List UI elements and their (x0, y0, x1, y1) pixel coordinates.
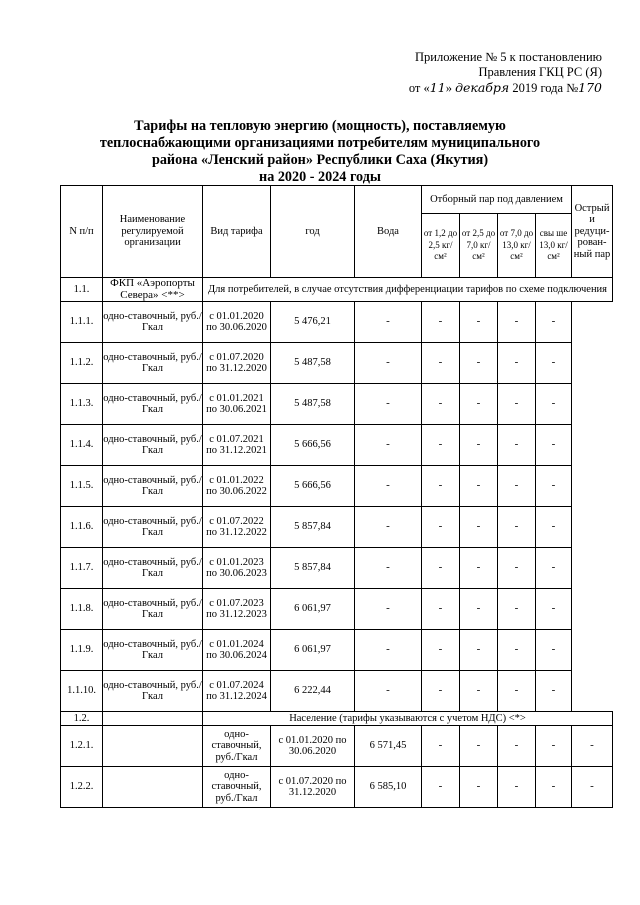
title-line-1: Тарифы на тепловую энергию (мощность), поставляемую (134, 118, 506, 134)
pressure-2-value: - (422, 343, 460, 384)
row-num: 1.2.2. (61, 767, 103, 808)
water-value: 5 487,58 (271, 384, 355, 425)
title-line-4: на 2020 - 2024 годы (259, 169, 381, 185)
appendix-line-1: Приложение № 5 к постановлению (415, 50, 602, 64)
pressure-4-value: - (536, 767, 572, 808)
pressure-2-value: - (422, 589, 460, 630)
pressure-4-value: - (498, 630, 536, 671)
pressure-1-value: - (422, 767, 460, 808)
water-value: 5 857,84 (271, 507, 355, 548)
pressure-1-value: - (355, 302, 422, 343)
tariff-period: с 01.07.2020 по 31.12.2020 (271, 767, 355, 808)
tariff-type: одно-ставочный, руб./Гкал (103, 466, 203, 507)
tariff-period: с 01.07.2022 по 31.12.2022 (203, 507, 271, 548)
pressure-2-value: - (460, 767, 498, 808)
table-row (61, 466, 613, 507)
row-num: 1.1.4. (61, 425, 103, 466)
sharp-steam-value: - (536, 466, 572, 507)
appendix-line-2: Правления ГКЦ РС (Я) (478, 65, 602, 79)
document-title (70, 118, 570, 186)
water-value: 5 487,58 (271, 343, 355, 384)
pressure-4-value: - (498, 343, 536, 384)
pressure-1-value: - (355, 589, 422, 630)
tariff-period: с 01.07.2021 по 31.12.2021 (203, 425, 271, 466)
col-header-steam: Отборный пар под давлением (422, 186, 572, 214)
row-num: 1.1.10. (61, 671, 103, 712)
header-row-1 (61, 186, 613, 214)
pressure-2-value: - (422, 671, 460, 712)
table-row (61, 302, 613, 343)
tariff-type: одно-ставочный, руб./Гкал (103, 589, 203, 630)
row-num: 1.1.1. (61, 302, 103, 343)
sharp-steam-value: - (536, 548, 572, 589)
col-header-p2: от 2,5 до 7,0 кг/ см² (460, 214, 498, 278)
pressure-2-value: - (422, 507, 460, 548)
sharp-steam-value: - (572, 726, 613, 767)
org-cell-empty (103, 767, 203, 808)
sharp-steam-value: - (536, 507, 572, 548)
tariff-type: одно-ставочный, руб./Гкал (103, 425, 203, 466)
water-value: 5 857,84 (271, 548, 355, 589)
water-value: 6 585,10 (355, 767, 422, 808)
sharp-steam-value: - (536, 630, 572, 671)
tariff-type: одно-ставочный, руб./Гкал (203, 726, 271, 767)
pressure-1-value: - (355, 425, 422, 466)
section-row-1 (61, 278, 613, 302)
pressure-4-value: - (498, 466, 536, 507)
tariff-type: одно-ставочный, руб./Гкал (103, 507, 203, 548)
table-row (61, 507, 613, 548)
section-num: 1.2. (61, 712, 103, 726)
water-value: 6 061,97 (271, 589, 355, 630)
section-num: 1.1. (61, 278, 103, 302)
pressure-4-value: - (498, 507, 536, 548)
pressure-4-value: - (498, 302, 536, 343)
title-line-3: района «Ленский район» Республики Саха (Якутия) (151, 152, 489, 168)
pressure-3-value: - (460, 589, 498, 630)
sharp-steam-value: - (536, 384, 572, 425)
table-row (61, 671, 613, 712)
row-num: 1.1.6. (61, 507, 103, 548)
pressure-2-value: - (460, 726, 498, 767)
section-title: Для потребителей, в случае отсутствия дифференциации тарифов по схеме подключения (203, 278, 613, 302)
pressure-4-value: - (498, 425, 536, 466)
pressure-4-value: - (498, 671, 536, 712)
col-header-p3: от 7,0 до 13,0 кг/ см² (498, 214, 536, 278)
pressure-2-value: - (422, 302, 460, 343)
pressure-3-value: - (460, 425, 498, 466)
water-value: 6 222,44 (271, 671, 355, 712)
col-header-sharp: Острый и редуци-рован-ный пар (572, 186, 613, 278)
sharp-steam-value: - (536, 343, 572, 384)
pressure-1-value: - (355, 630, 422, 671)
pressure-3-value: - (460, 302, 498, 343)
col-header-p4: свы ше 13,0 кг/ см² (536, 214, 572, 278)
row-num: 1.1.3. (61, 384, 103, 425)
row-num: 1.1.5. (61, 466, 103, 507)
table-row (61, 425, 613, 466)
pressure-1-value: - (355, 507, 422, 548)
table-row (61, 589, 613, 630)
tariff-type: одно-ставочный, руб./Гкал (103, 671, 203, 712)
col-header-p1: от 1,2 до 2,5 кг/ см² (422, 214, 460, 278)
table-row (61, 548, 613, 589)
tariff-period: с 01.07.2023 по 31.12.2023 (203, 589, 271, 630)
water-value: 6 571,45 (355, 726, 422, 767)
pressure-3-value: - (460, 507, 498, 548)
pressure-2-value: - (422, 630, 460, 671)
pressure-4-value: - (498, 384, 536, 425)
handwritten-number: 170 (578, 80, 602, 95)
pressure-3-value: - (460, 671, 498, 712)
tariff-type: одно-ставочный, руб./Гкал (103, 630, 203, 671)
sharp-steam-value: - (536, 302, 572, 343)
row-num: 1.1.8. (61, 589, 103, 630)
section-title: Население (тарифы указываются с учетом НДС) <*> (203, 712, 613, 726)
col-header-type: Вид тарифа (203, 186, 271, 278)
pressure-3-value: - (498, 767, 536, 808)
col-header-org: Наименование регулируемой организации (103, 186, 203, 278)
pressure-1-value: - (355, 384, 422, 425)
tariff-period: с 01.01.2022 по 30.06.2022 (203, 466, 271, 507)
appendix-line-3 (409, 80, 602, 96)
tariff-type: одно-ставочный, руб./Гкал (103, 548, 203, 589)
pressure-4-value: - (498, 589, 536, 630)
tariff-period: с 01.07.2020 по 31.12.2020 (203, 343, 271, 384)
pressure-3-value: - (460, 630, 498, 671)
row-num: 1.1.9. (61, 630, 103, 671)
tariff-type: одно-ставочный, руб./Гкал (103, 384, 203, 425)
pressure-4-value: - (498, 548, 536, 589)
appendix-header (409, 50, 602, 96)
pressure-2-value: - (422, 466, 460, 507)
pressure-2-value: - (422, 425, 460, 466)
water-value: 5 666,56 (271, 466, 355, 507)
pressure-4-value: - (536, 726, 572, 767)
pressure-2-value: - (422, 384, 460, 425)
row-num: 1.1.2. (61, 343, 103, 384)
table-row (61, 630, 613, 671)
tariff-period: с 01.01.2021 по 30.06.2021 (203, 384, 271, 425)
tariff-period: с 01.01.2020 по 30.06.2020 (203, 302, 271, 343)
pressure-3-value: - (498, 726, 536, 767)
sharp-steam-value: - (536, 671, 572, 712)
tariff-period: с 01.01.2023 по 30.06.2023 (203, 548, 271, 589)
col-header-water: Вода (355, 186, 422, 278)
table-row (61, 767, 613, 808)
tariff-period: с 01.07.2024 по 31.12.2024 (203, 671, 271, 712)
sharp-steam-value: - (536, 589, 572, 630)
row-num: 1.2.1. (61, 726, 103, 767)
pressure-3-value: - (460, 384, 498, 425)
pressure-3-value: - (460, 548, 498, 589)
table-row (61, 384, 613, 425)
tariff-type: одно-ставочный, руб./Гкал (103, 343, 203, 384)
pressure-1-value: - (355, 548, 422, 589)
handwritten-month: декабря (455, 80, 510, 95)
row-num: 1.1.7. (61, 548, 103, 589)
tariff-type: одно-ставочный, руб./Гкал (203, 767, 271, 808)
org-cell-empty (103, 726, 203, 767)
sharp-steam-value: - (536, 425, 572, 466)
tariff-type: одно-ставочный, руб./Гкал (103, 302, 203, 343)
pressure-3-value: - (460, 343, 498, 384)
org-cell-empty (103, 712, 203, 726)
handwritten-day: 11 (429, 80, 446, 95)
org-name: ФКП «Аэропорты Севера» <**> (103, 278, 203, 302)
pressure-1-value: - (422, 726, 460, 767)
col-header-year: год (271, 186, 355, 278)
tariff-period: с 01.01.2020 по 30.06.2020 (271, 726, 355, 767)
date-year: 2019 года № (509, 81, 579, 95)
col-header-num: N п/п (61, 186, 103, 278)
pressure-3-value: - (460, 466, 498, 507)
pressure-2-value: - (422, 548, 460, 589)
table-row (61, 726, 613, 767)
pressure-1-value: - (355, 466, 422, 507)
pressure-1-value: - (355, 671, 422, 712)
tariff-period: с 01.01.2024 по 30.06.2024 (203, 630, 271, 671)
date-prefix: от « (408, 81, 430, 95)
date-mid: » (445, 81, 456, 95)
water-value: 6 061,97 (271, 630, 355, 671)
section-row-2 (61, 712, 613, 726)
water-value: 5 476,21 (271, 302, 355, 343)
title-line-2: теплоснабжающими организациями потребителям муниципального (99, 135, 541, 151)
sharp-steam-value: - (572, 767, 613, 808)
water-value: 5 666,56 (271, 425, 355, 466)
pressure-1-value: - (355, 343, 422, 384)
table-row (61, 343, 613, 384)
tariff-table (60, 185, 613, 808)
